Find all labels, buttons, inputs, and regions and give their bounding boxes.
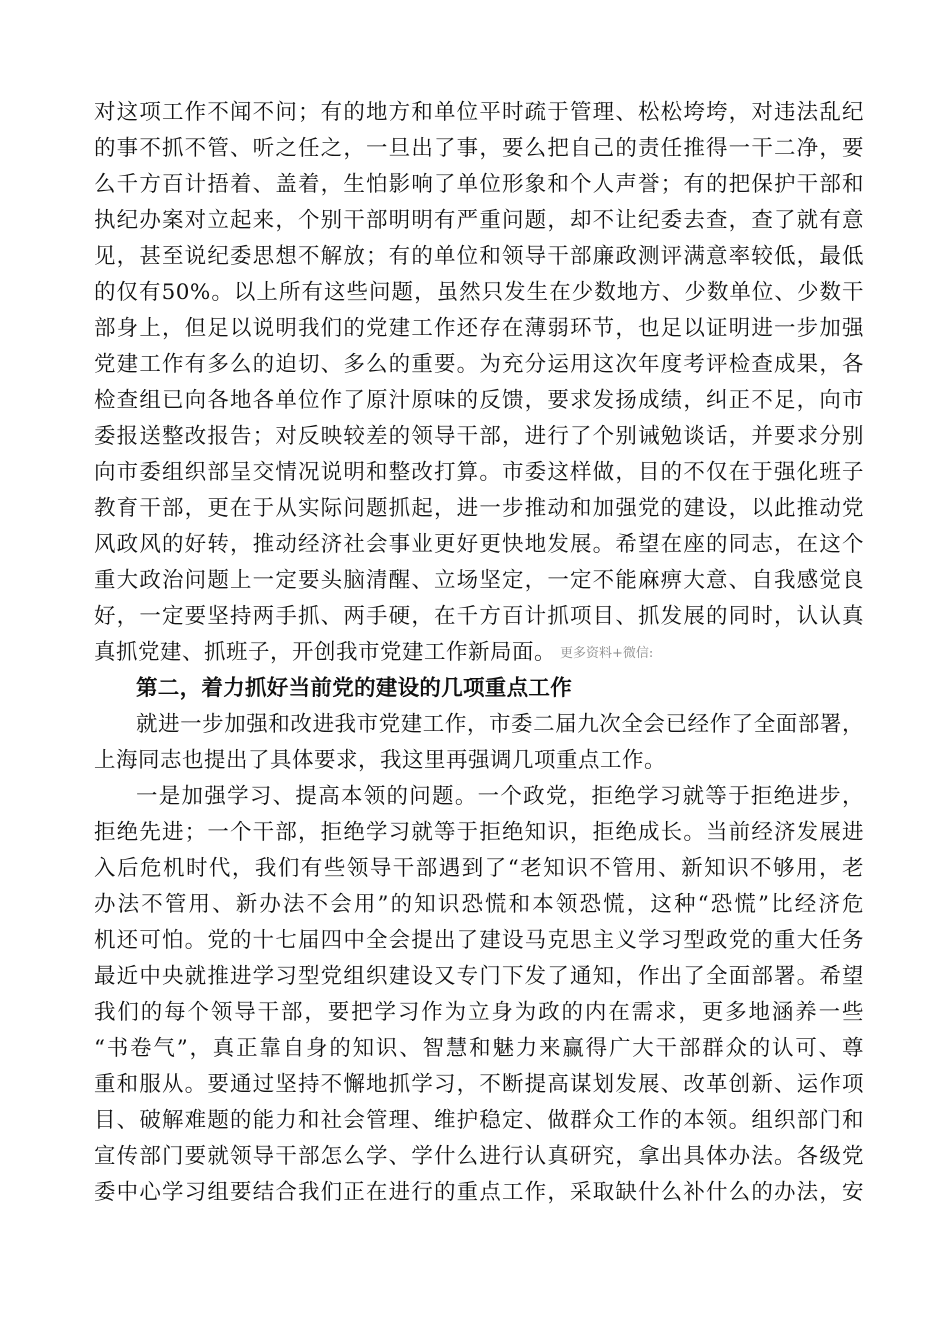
text-line: 好，一定要坚持两手抓、两手硬，在千方百计抓项目、抓发展的同时，认认真: [94, 604, 864, 629]
text-line: 教育干部，更在于从实际问题抓起，进一步推动和加强党的建设，以此推动党: [94, 496, 864, 521]
text-line: 党建工作有多么的迫切、多么的重要。为充分运用这次年度考评检查成果，各: [94, 352, 864, 377]
text-line: 委报送整改报告；对反映较差的领导干部，进行了个别诫勉谈话，并要求分别: [94, 424, 864, 449]
watermark-note: 更多资料+微信:: [560, 646, 654, 661]
text-line: 检查组已向各地各单位作了原汁原味的反馈，要求发扬成绩，纠正不足，向市: [94, 388, 864, 413]
text-line: 委中心学习组要结合我们正在进行的重点工作，采取缺什么补什么的办法，安: [94, 1180, 864, 1205]
text-line-content: 真抓党建、抓班子，开创我市党建工作新局面。: [94, 640, 557, 665]
text-line: 就进一步加强和改进我市党建工作，市委二届九次全会已经作了全面部署，: [136, 712, 864, 737]
text-line: 机还可怕。党的十七届四中全会提出了建设马克思主义学习型政党的重大任务: [94, 928, 864, 953]
text-line: 目、破解难题的能力和社会管理、维护稳定、做群众工作的本领。组织部门和: [94, 1108, 864, 1133]
text-line: 我们的每个领导干部，要把学习作为立身为政的内在需求，更多地涵养一些: [94, 1000, 864, 1025]
text-line: 重和服从。要通过坚持不懈地抓学习，不断提高谋划发展、改革创新、运作项: [94, 1072, 864, 1097]
text-line: 入后危机时代，我们有些领导干部遇到了“老知识不管用、新知识不够用，老: [94, 856, 864, 881]
text-line: [94, 641, 864, 665]
text-line: 的仅有50%。以上所有这些问题，虽然只发生在少数地方、少数单位、少数干: [94, 280, 864, 305]
text-line: 么千方百计捂着、盖着，生怕影响了单位形象和个人声誉；有的把保护干部和: [94, 172, 864, 197]
text-line: 的事不抓不管、听之任之，一旦出了事，要么把自己的责任推得一干二净，要: [94, 136, 864, 161]
text-line: 拒绝先进；一个干部，拒绝学习就等于拒绝知识，拒绝成长。当前经济发展进: [94, 820, 864, 845]
text-line: 宣传部门要就领导干部怎么学、学什么进行认真研究，拿出具体办法。各级党: [94, 1144, 864, 1169]
text-line: 部身上，但足以说明我们的党建工作还存在薄弱环节，也足以证明进一步加强: [94, 316, 864, 341]
text-line: 执纪办案对立起来，个别干部明明有严重问题，却不让纪委去查，查了就有意: [94, 208, 864, 233]
text-line: “书卷气”，真正靠自身的知识、智慧和魅力来赢得广大干部群众的认可、尊: [94, 1036, 864, 1061]
section-heading: 第二，着力抓好当前党的建设的几项重点工作: [136, 676, 573, 701]
text-line: 重大政治问题上一定要头脑清醒、立场坚定，一定不能麻痹大意、自我感觉良: [94, 568, 864, 593]
text-line: 向市委组织部呈交情况说明和整改打算。市委这样做，目的不仅在于强化班子: [94, 460, 864, 485]
text-line: 一是加强学习、提高本领的问题。一个政党，拒绝学习就等于拒绝进步，: [136, 784, 864, 809]
text-line: 办法不管用、新办法不会用”的知识恐慌和本领恐慌，这种“恐慌”比经济危: [94, 892, 864, 917]
text-line: 对这项工作不闻不问；有的地方和单位平时疏于管理、松松垮垮，对违法乱纪: [94, 100, 864, 125]
text-line: 最近中央就推进学习型党组织建设又专门下发了通知，作出了全面部署。希望: [94, 964, 864, 989]
text-line: 上海同志也提出了具体要求，我这里再强调几项重点工作。: [94, 748, 667, 773]
text-line: 风政风的好转，推动经济社会事业更好更快地发展。希望在座的同志，在这个: [94, 532, 864, 557]
text-line: 见，甚至说纪委思想不解放；有的单位和领导干部廉政测评满意率较低，最低: [94, 244, 864, 269]
